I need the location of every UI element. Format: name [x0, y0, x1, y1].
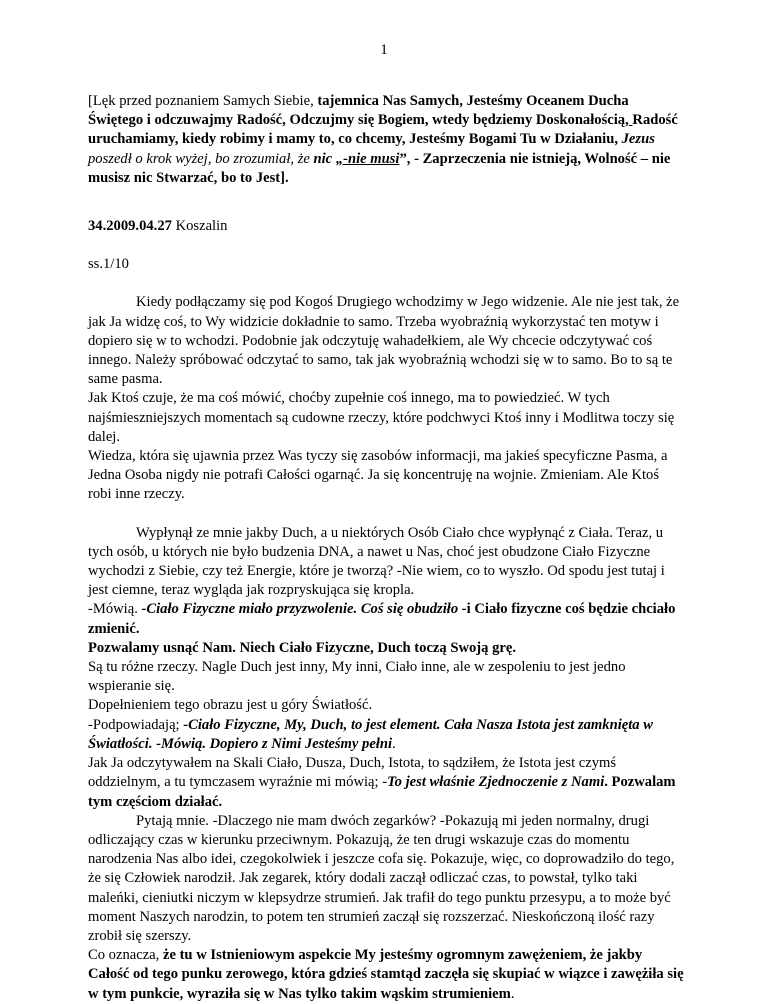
paragraph-4: Wypłynął ze mnie jakby Duch, a u niektórych Osób Ciało chce wypłynąć z Ciała. Teraz, u tych osób, u których nie było budzenia DNA, a nawet u Nas, choć jest obudzone Ciało Fizyczne wychodzi z Siebie, czy też Energie, które je tworzą? -Nie wiem, co to wyszło. Od spodu jest tutaj i jest ciemne, teraz wygląda jak rozpryskująca się kropla.	[88, 524, 665, 599]
paragraph-11: Pytają mnie. -Dlaczego nie mam dwóch zegarków? -Pokazują mi jeden normalny, drugi odliczający czas w kierunku przeciwnym. Pokazują, że ten drugi wskazuje czas do momentu narodzenia Nas albo idei, czegokolwiek i jeszcze cofa się. Pokazuje, więc, co doprowadziło do tego, że się Człowiek narodził. Jak zegarek, który dodali zaczął odliczać czas, to powstał, tylko taki maleńki, cieniutki niczym w klepsydrze strumień. Jak trafił do tego punktu przesypu, a to może być moment Naszych narodzin, to potem ten strumień zaczął się rozszerzać. Nieskończoną ilość razy zrobił się szerszy.	[88, 812, 675, 944]
intro-text-10: ].	[280, 169, 289, 186]
document-body	[88, 92, 684, 1004]
intro-text-6: poszedł o krok wyżej, bo zrozumiał, że	[88, 150, 314, 167]
session-header	[88, 217, 684, 236]
paragraph-1: Kiedy podłączamy się pod Kogoś Drugiego wchodzimy w Jego widzenie. Ale nie jest tak, że jak Ja widzę coś, to Wy widzicie dokładnie to samo. Trzeba wyobraźnią wykorzystać ten motyw i dopiero się w to wchodzi. Podobnie jak odczytuję wahadełkiem, ale Wy chcecie odczytywać coś innego. Należy spróbować odczytać to samo, tak jak wyobraźnią wchodzi się w to samo. Bo to są te same pasma.	[88, 294, 680, 388]
p6-text: Pozwalamy usnąć Nam. Niech Ciało Fizyczne, Duch toczą Swoją grę.	[88, 639, 517, 656]
p9-a: -Podpowiadają;	[88, 716, 184, 733]
p10-b: To jest właśnie Zjednoczenie z Nami	[387, 774, 605, 791]
p10-c: .	[604, 774, 608, 791]
p10-a: Jak Ja odczytywałem na Skali Ciało, Dusza, Duch, Istota, to sądziłem, że Istota jest czymś oddzielnym, a tu tymczasem wyraźnie mi mówią; -	[88, 755, 617, 791]
intro-text-5: Jezus	[621, 131, 655, 148]
session-pages: ss.1/10	[88, 256, 129, 273]
paragraph-8: Dopełnieniem tego obrazu jest u góry Światłość.	[88, 697, 373, 714]
p5-c: i Ciało fizyczne coś będzie chciało zmienić.	[88, 601, 676, 637]
paragraph-3: Wiedza, która się ujawnia przez Was tyczy się zasobów informacji, ma jakieś specyficzne Pasma, a Jedna Osoba nigdy nie potrafi Całości ogarnąć. Ja się koncentruję na wojnie. Zmieniam. Ale Ktoś robi inne rzeczy.	[88, 448, 668, 503]
p12-c: .	[510, 985, 515, 1002]
intro-text-1: [Lęk przed poznaniem Samych Siebie,	[88, 93, 318, 109]
p12-a: Co oznacza,	[88, 947, 163, 964]
paragraph-9	[88, 716, 684, 754]
paragraph-7: Są tu różne rzeczy. Nagle Duch jest inny, My inni, Ciało inne, ale w zespoleniu to jest jedno wspieranie się.	[88, 659, 626, 695]
p9-c: .	[392, 735, 396, 752]
p9-b: -Ciało Fizyczne, My, Duch, to jest element. Cała Nasza Istota jest zamknięta w Światłości. -Mówią. Dopiero z Nimi Jesteśmy pełni	[88, 716, 653, 752]
intro-text-9: ”, - Zaprzeczenia nie istnieją, Wolność – nie musisz nic Stwarzać, bo to Jest	[88, 150, 671, 186]
p12-b: że tu w Istnieniowym aspekcie My jesteśmy ogromnym zawężeniem, że jakby Całość od tego punku zerowego, która gdzieś stamtąd zaczęła się skupiać w wiązce i zawężiła się w tym punkcie, wyraziła się w Nas tylko takim wąskim strumieniem	[88, 947, 684, 1002]
intro-text-8: „-nie musi	[335, 150, 400, 167]
p5-a: -Mówią.	[88, 601, 142, 618]
paragraph-2: Jak Ktoś czuje, że ma coś mówić, choćby zupełnie coś innego, ma to powiedzieć. W tych najśmieszniejszych momentach są cudowne rzeczy, które podchwyci Ktoś inny i Modlitwa toczy się dalej.	[88, 390, 675, 445]
p10-d: Pozwalam tym częściom działać.	[88, 774, 676, 810]
intro-paragraph	[88, 92, 684, 188]
paragraph-10	[88, 754, 684, 812]
paragraph-12	[88, 946, 684, 1004]
intro-text-7: nic	[313, 150, 336, 167]
session-place: Koszalin	[171, 218, 228, 235]
intro-text-4: Radość uruchamiamy, kiedy robimy i mamy to, co chcemy, Jesteśmy Bogami Tu w Działaniu,	[88, 112, 678, 148]
paragraph-6	[88, 639, 684, 658]
session-ref: 34.2009.04.27	[88, 218, 172, 235]
paragraph-5	[88, 600, 684, 638]
page-number: 1	[380, 42, 388, 58]
intro-text-2: tajemnica Nas Samych, Jesteśmy Oceanem Ducha Świętego i odczuwajmy Radość, Odczujmy się Bogiem, wtedy będziemy Doskonałością,	[88, 93, 629, 129]
p5-b: -Ciało Fizyczne miało przyzwolenie. Coś się obudziło -	[141, 601, 467, 618]
